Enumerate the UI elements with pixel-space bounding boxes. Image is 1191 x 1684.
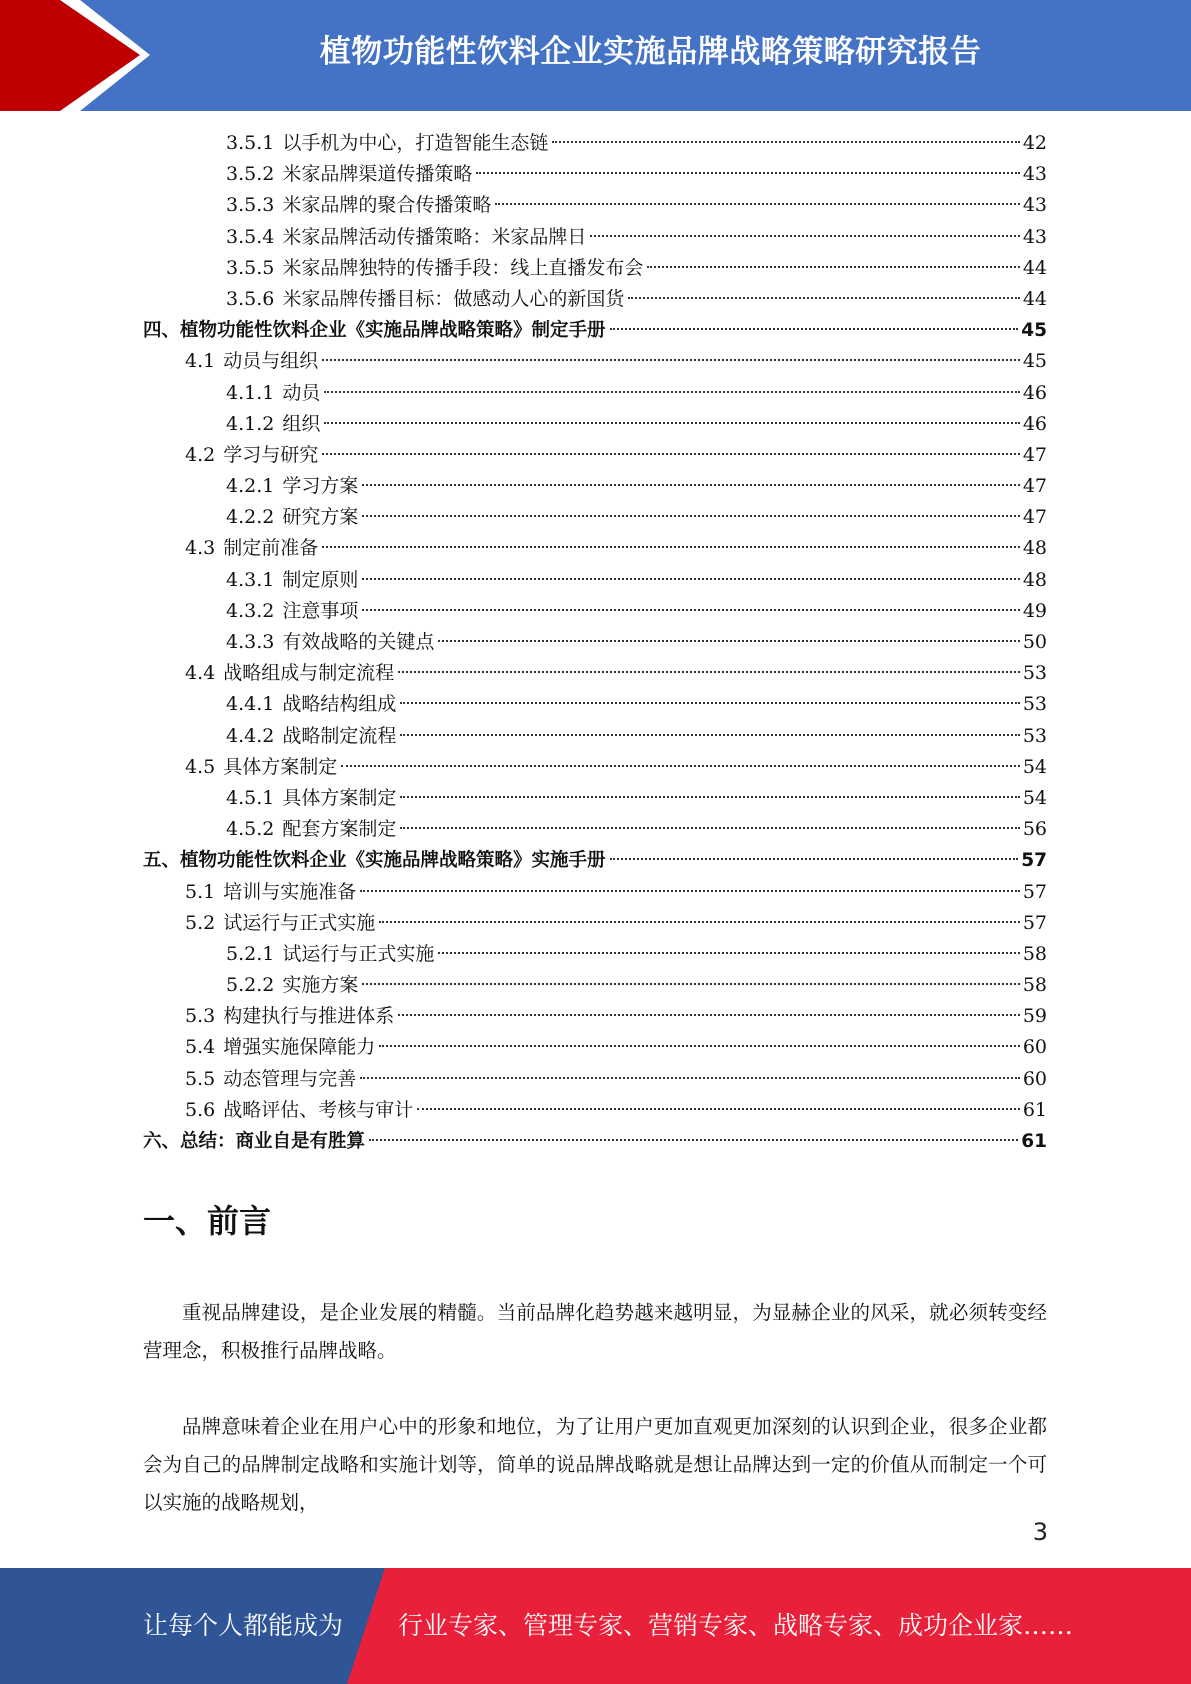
toc-entry-title: 研究方案	[282, 506, 359, 529]
toc-entry-number: 5.2.2	[226, 974, 275, 997]
toc-entry-page: 58	[1022, 942, 1047, 965]
toc-entry-title: 米家品牌活动传播策略：米家品牌日	[282, 225, 587, 248]
toc-entry-number: 3.5.2	[226, 163, 275, 186]
toc-entry-title: 试运行与正式实施	[223, 911, 376, 934]
toc-entry-page: 43	[1022, 225, 1047, 248]
toc-entry[interactable]	[143, 1032, 1047, 1063]
toc-dot-leader	[398, 671, 1020, 673]
toc-dot-leader	[647, 266, 1019, 268]
toc-entry[interactable]	[143, 471, 1047, 502]
toc-entry-number: 4.2.2	[226, 506, 275, 529]
toc-dot-leader	[360, 890, 1020, 892]
toc-entry-number: 4.5.2	[226, 818, 275, 841]
toc-entry-title: 六、总结：商业自是有胜算	[143, 1131, 366, 1152]
toc-entry-title: 组织	[282, 412, 321, 435]
body-paragraph: 重视品牌建设，是企业发展的精髓。当前品牌化趋势越来越明显，为显赫企业的风采，就必须转变经营理念，积极推行品牌战略。	[143, 1301, 1047, 1362]
body-paragraph: 品牌意味着企业在用户心中的形象和地位，为了让用户更加直观更加深刻的认识到企业，很多企业都会为自己的品牌制定战略和实施计划等，简单的说品牌战略就是想让品牌达到一定的价值从而制定一个可以实施的战略规划，	[143, 1415, 1047, 1514]
toc-entry[interactable]	[143, 783, 1047, 814]
toc-entry-number: 4.3.1	[226, 568, 275, 591]
toc-entry-number: 4.4.1	[226, 693, 275, 716]
toc-entry-number: 3.5.1	[226, 132, 275, 154]
toc-entry[interactable]	[143, 533, 1047, 564]
toc-entry[interactable]	[143, 346, 1047, 377]
toc-entry-title: 战略制定流程	[282, 724, 397, 747]
toc-entry-page: 60	[1022, 1067, 1047, 1090]
toc-entry[interactable]	[143, 845, 1047, 876]
toc-dot-leader	[495, 203, 1019, 205]
red-chevron-decoration	[0, 0, 150, 111]
toc-dot-leader	[379, 921, 1020, 923]
toc-entry[interactable]	[143, 315, 1047, 346]
toc-entry-number: 5.2	[185, 911, 216, 934]
toc-entry-number: 5.4	[185, 1036, 216, 1059]
toc-entry[interactable]	[143, 721, 1047, 752]
toc-entry-title: 四、植物功能性饮料企业《实施品牌战略策略》制定手册	[143, 320, 606, 342]
toc-entry[interactable]	[143, 222, 1047, 253]
toc-entry-page: 54	[1022, 786, 1047, 809]
toc-entry-page: 53	[1022, 693, 1047, 716]
toc-entry-title: 学习方案	[282, 475, 359, 498]
toc-dot-leader	[590, 235, 1019, 237]
toc-dot-leader	[438, 640, 1019, 642]
toc-entry-number: 4.5	[185, 755, 216, 778]
toc-dot-leader	[552, 141, 1019, 143]
toc-entry-title: 注意事项	[282, 599, 359, 622]
page-number: 3	[1032, 1518, 1048, 1546]
toc-entry[interactable]	[143, 752, 1047, 783]
toc-entry-title: 以手机为中心，打造智能生态链	[282, 132, 549, 154]
toc-entry[interactable]	[143, 1064, 1047, 1095]
toc-entry-page: 47	[1022, 506, 1047, 529]
toc-entry-page: 49	[1022, 599, 1047, 622]
section-heading: 一、前言	[143, 1202, 272, 1240]
toc-entry-page: 59	[1022, 1005, 1047, 1028]
toc-entry[interactable]	[143, 877, 1047, 908]
toc-entry-number: 5.3	[185, 1005, 216, 1028]
table-of-contents	[143, 128, 1047, 1157]
toc-dot-leader	[400, 734, 1019, 736]
toc-entry[interactable]	[143, 596, 1047, 627]
toc-entry[interactable]	[143, 658, 1047, 689]
toc-entry-page: 57	[1022, 911, 1047, 934]
toc-entry-title: 培训与实施准备	[223, 880, 357, 903]
toc-entry-title: 构建执行与推进体系	[223, 1005, 395, 1028]
footer-slogan-left: 让每个人都能成为	[143, 1611, 344, 1640]
toc-dot-leader	[400, 827, 1019, 829]
toc-entry-page: 45	[1022, 350, 1047, 373]
toc-entry[interactable]	[143, 284, 1047, 315]
toc-dot-leader	[362, 983, 1019, 985]
toc-dot-leader	[362, 484, 1019, 486]
toc-dot-leader	[362, 609, 1019, 611]
toc-dot-leader	[369, 1139, 1018, 1141]
toc-dot-leader	[438, 952, 1019, 954]
toc-entry-number: 4.4	[185, 662, 216, 685]
toc-entry-page: 47	[1022, 475, 1047, 498]
toc-entry[interactable]	[143, 627, 1047, 658]
toc-entry[interactable]	[143, 1126, 1047, 1157]
toc-dot-leader	[400, 702, 1019, 704]
toc-entry-title: 有效战略的关键点	[282, 631, 435, 653]
page-header	[0, 0, 1191, 111]
toc-entry-page: 48	[1022, 537, 1047, 560]
toc-dot-leader	[400, 796, 1019, 798]
toc-dot-leader	[360, 1077, 1020, 1079]
toc-entry-title: 战略结构组成	[282, 693, 397, 716]
toc-entry-title: 米家品牌传播目标：做感动人心的新国货	[282, 287, 625, 310]
toc-dot-leader	[417, 1108, 1020, 1110]
toc-entry-title: 增强实施保障能力	[223, 1036, 376, 1059]
toc-entry-page: 60	[1022, 1036, 1047, 1059]
toc-entry-page: 50	[1022, 631, 1047, 653]
toc-entry-page: 46	[1022, 381, 1047, 404]
toc-entry-number: 4.5.1	[226, 786, 275, 809]
toc-entry[interactable]	[143, 190, 1047, 221]
toc-entry-page: 54	[1022, 755, 1047, 778]
toc-entry-number: 5.2.1	[226, 942, 275, 965]
toc-entry-title: 制定原则	[282, 568, 359, 591]
report-title: 植物功能性饮料企业实施品牌战略策略研究报告	[319, 34, 982, 70]
toc-dot-leader	[476, 172, 1019, 174]
toc-entry[interactable]	[143, 939, 1047, 970]
toc-dot-leader	[362, 515, 1019, 517]
toc-entry[interactable]	[143, 970, 1047, 1001]
toc-dot-leader	[362, 578, 1019, 580]
toc-entry-page: 53	[1022, 724, 1047, 747]
toc-entry-title: 米家品牌的聚合传播策略	[282, 194, 492, 217]
toc-entry-title: 实施方案	[282, 974, 359, 997]
toc-entry-page: 57	[1021, 850, 1047, 872]
toc-dot-leader	[322, 359, 1020, 361]
toc-entry[interactable]	[143, 128, 1047, 159]
toc-dot-leader	[324, 422, 1019, 424]
toc-dot-leader	[610, 858, 1019, 860]
toc-entry-page: 57	[1022, 880, 1047, 903]
footer-slogan-right: 行业专家、管理专家、营销专家、战略专家、成功企业家……	[398, 1611, 1074, 1640]
toc-entry-title: 战略评估、考核与审计	[223, 1098, 414, 1121]
toc-entry[interactable]	[143, 253, 1047, 284]
toc-entry-title: 配套方案制定	[282, 818, 397, 841]
toc-dot-leader	[628, 297, 1019, 299]
toc-entry-page: 43	[1022, 163, 1047, 186]
toc-entry-title: 具体方案制定	[223, 755, 338, 778]
toc-entry-page: 42	[1022, 132, 1047, 154]
toc-entry-number: 4.3	[185, 537, 216, 560]
toc-dot-leader	[322, 546, 1020, 548]
toc-entry-number: 4.3.2	[226, 599, 275, 622]
toc-dot-leader	[341, 765, 1020, 767]
toc-entry-title: 学习与研究	[223, 443, 319, 466]
toc-entry-title: 具体方案制定	[282, 786, 397, 809]
toc-entry-number: 3.5.5	[226, 256, 275, 279]
toc-entry[interactable]	[143, 565, 1047, 596]
toc-entry-title: 米家品牌独特的传播手段：线上直播发布会	[282, 256, 644, 279]
toc-dot-leader	[610, 328, 1019, 330]
toc-entry[interactable]	[143, 378, 1047, 409]
toc-entry-page: 61	[1021, 1131, 1047, 1152]
toc-entry-page: 46	[1022, 412, 1047, 435]
toc-entry[interactable]	[143, 1095, 1047, 1126]
toc-entry[interactable]	[143, 440, 1047, 471]
toc-entry-number: 3.5.3	[226, 194, 275, 217]
toc-entry-title: 动态管理与完善	[223, 1067, 357, 1090]
toc-entry-number: 4.1	[185, 350, 216, 373]
toc-entry-number: 4.2	[185, 443, 216, 466]
page-footer	[0, 1568, 1191, 1684]
toc-entry-number: 3.5.4	[226, 225, 275, 248]
toc-dot-leader	[322, 453, 1020, 455]
toc-entry-title: 试运行与正式实施	[282, 942, 435, 965]
toc-entry-number: 4.3.3	[226, 631, 275, 653]
toc-entry-title: 五、植物功能性饮料企业《实施品牌战略策略》实施手册	[143, 850, 606, 872]
toc-entry-title: 制定前准备	[223, 537, 319, 560]
toc-entry-page: 56	[1022, 818, 1047, 841]
toc-entry-page: 43	[1022, 194, 1047, 217]
toc-entry[interactable]	[143, 502, 1047, 533]
toc-entry-page: 61	[1022, 1098, 1047, 1121]
toc-entry-title: 战略组成与制定流程	[223, 662, 395, 685]
toc-dot-leader	[379, 1045, 1020, 1047]
toc-entry-number: 5.1	[185, 880, 216, 903]
toc-entry-title: 动员	[282, 381, 321, 404]
toc-entry-number: 4.1.1	[226, 381, 275, 404]
toc-entry-page: 53	[1022, 662, 1047, 685]
toc-dot-leader	[324, 391, 1019, 393]
toc-dot-leader	[398, 1014, 1020, 1016]
toc-entry-number: 5.5	[185, 1067, 216, 1090]
toc-entry-title: 米家品牌渠道传播策略	[282, 163, 473, 186]
toc-entry-number: 4.2.1	[226, 475, 275, 498]
toc-entry-page: 58	[1022, 974, 1047, 997]
toc-entry-number: 4.1.2	[226, 412, 275, 435]
toc-entry[interactable]	[143, 1001, 1047, 1032]
toc-entry-page: 48	[1022, 568, 1047, 591]
toc-entry[interactable]	[143, 409, 1047, 440]
toc-entry-number: 4.4.2	[226, 724, 275, 747]
toc-entry-number: 3.5.6	[226, 287, 275, 310]
toc-entry-page: 45	[1021, 320, 1047, 342]
toc-entry[interactable]	[143, 908, 1047, 939]
toc-entry-title: 动员与组织	[223, 350, 319, 373]
toc-entry-page: 44	[1022, 256, 1047, 279]
toc-entry[interactable]	[143, 814, 1047, 845]
toc-entry[interactable]	[143, 689, 1047, 720]
toc-entry-page: 47	[1022, 443, 1047, 466]
toc-entry[interactable]	[143, 159, 1047, 190]
toc-entry-page: 44	[1022, 287, 1047, 310]
toc-entry-number: 5.6	[185, 1098, 216, 1121]
